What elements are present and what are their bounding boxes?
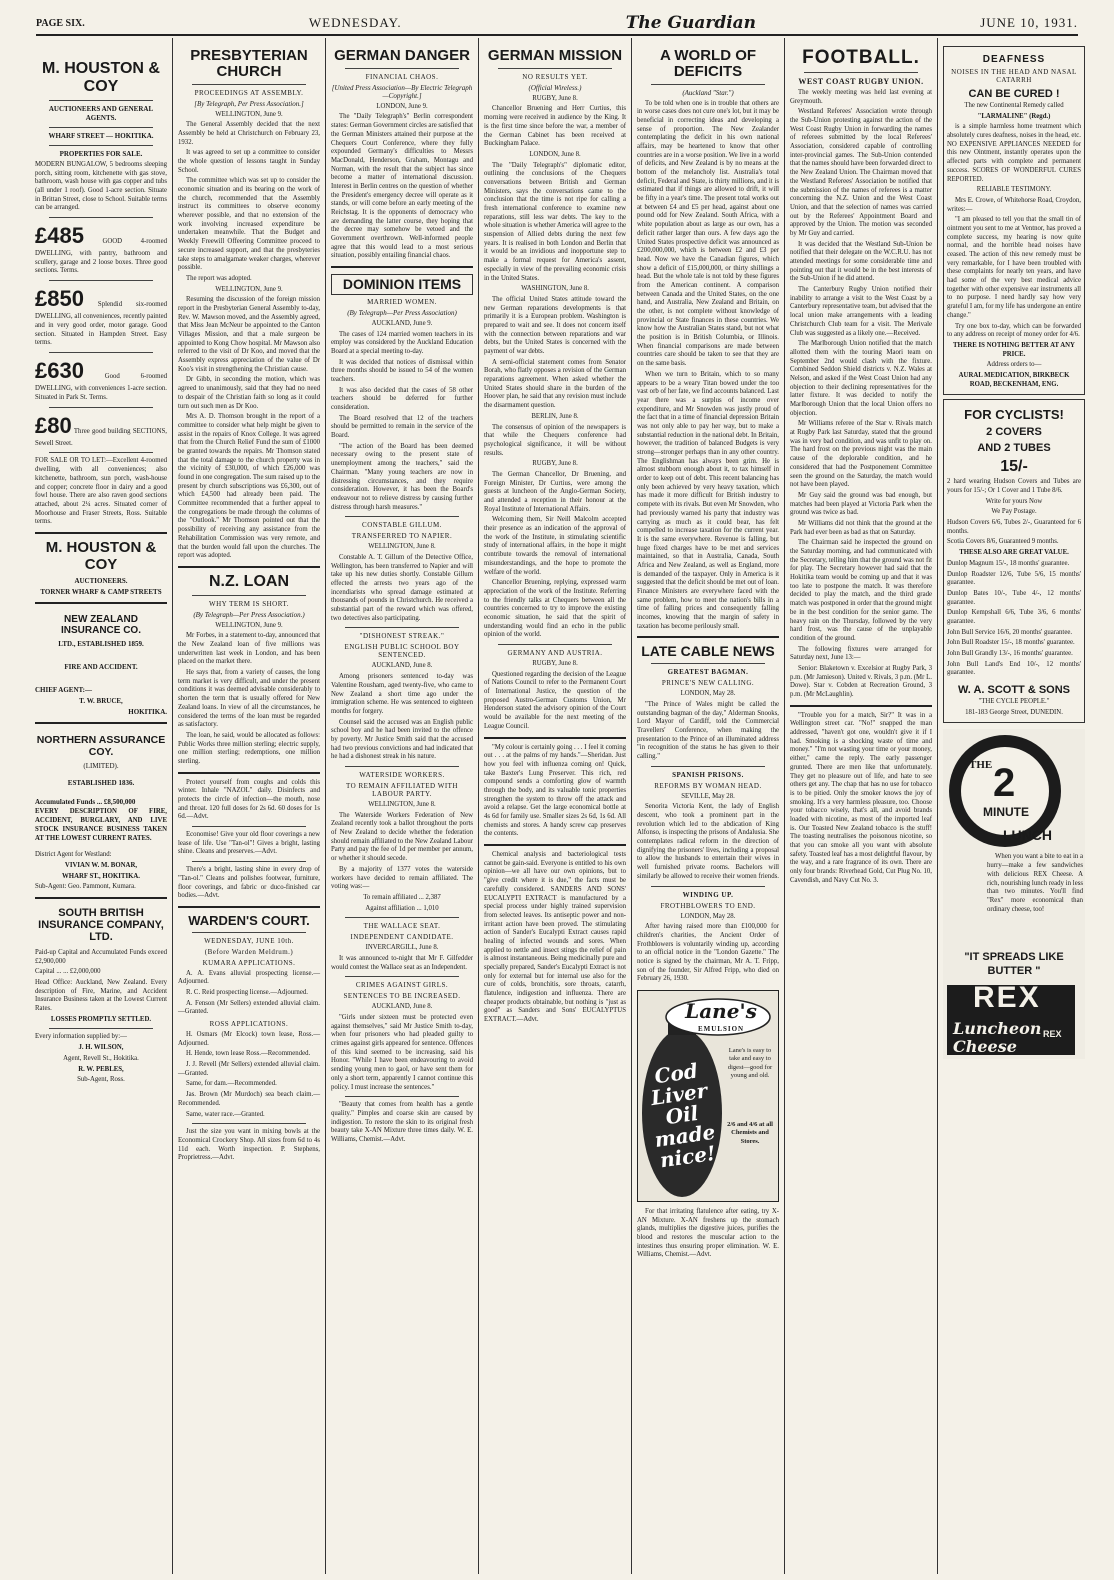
german-mission-headline: GERMAN MISSION (487, 47, 623, 64)
wallace-subhead: INDEPENDENT CANDIDATE. (350, 933, 454, 942)
presbyterian-para-5: Resuming the discussion of the foreign mission report in the Presbyterian General Assembly to-day, Rev. W. Mawson moved, and the Assembly agreed, that Miss Jean McNeur be appointed to the Canton Villages Mission, and that a male surgeon be appointed to Kong Chow hospital. Mr Mawson also referred to the visit of Dr Koo, and moved that the Assembly express appreciation of the value of Dr Koo's visit in strengthening the Christian cause. (178, 296, 320, 373)
houston-tagline: AUCTIONEERS AND GENERAL AGENTS. (48, 105, 154, 122)
cyclists-advert (943, 399, 1085, 723)
houston-streets: TORNER WHARF & CAMP STREETS (40, 587, 162, 596)
cyclists-list-item: John Bull Grandly 13/-, 16 months' guarantee. (947, 650, 1073, 657)
presbyterian-para-1: The General Assembly decided that the next Assembly be held at Christchurch on February 23, 1932. (178, 121, 320, 146)
nz-loan-byline: (By Telegraph—Per Press Association.) (193, 610, 305, 619)
football-para-10: The following fixtures were arranged for Saturday next, June 13:— (790, 645, 932, 662)
masthead-title: The Guardian (625, 13, 757, 33)
mission-dateline-5: RUGBY, June 8. (532, 460, 578, 468)
wardens-before: (Before Warden Meldrum.) (204, 947, 294, 956)
deafness-subtitle: NOISES IN THE HEAD AND NASAL CATARRH (951, 68, 1077, 84)
rule (178, 906, 320, 908)
dominion-para-4: The Board resolved that 12 of the teachers should be permitted to remain in the service of the Board. (331, 414, 473, 440)
rule (651, 886, 765, 887)
deafness-name: "LARMALINE" (Regd.) (977, 112, 1051, 120)
ross-heading: ROSS APPLICATIONS. (209, 1020, 289, 1028)
mission-dateline-3: WASHINGTON, June 8. (521, 285, 589, 293)
rule (49, 217, 153, 218)
rule (192, 932, 306, 933)
waterside-vote-1: To remain affiliated ... 2,387 (363, 893, 441, 901)
masthead-day: WEDNESDAY. (308, 15, 402, 30)
northern-funds: Accumulated Funds ... £8,500,000 (35, 797, 136, 806)
crockery-advert: Just the size you want in mixing bowls at the Economical Crockery Shop. All sizes from 6d to 4s 11d each. Worth inspection. P. Stephens, Proprietress.—Advt. (178, 1128, 320, 1162)
deafness-title: DEAFNESS (982, 54, 1046, 65)
northern-limited: (LIMITED). (83, 761, 119, 770)
sbi-info: Every information supplied by:— (35, 1033, 127, 1041)
listing-850-text: Splendid six-roomed DWELLING, all conveniences, recently painted and in very good order, motor garage. Good section. Situated in Hampden Street. Easy terms. (35, 301, 168, 347)
rule (345, 976, 459, 977)
ross-item: Same, water race.—Granted. (186, 1110, 265, 1118)
ross-item: H. Osmars (Mr Elcock) town lease, Ross.—Adjourned. (178, 1031, 320, 1047)
column-2 (173, 38, 326, 1574)
rule (49, 407, 153, 408)
price-850: £850 (35, 286, 84, 312)
nz-loan-para-3: The loan, he said, would be allocated as follows: Public Works three million sterling; electric supply, one million sterling; redemptions, one million sterling. (178, 731, 320, 765)
rule (345, 1096, 459, 1097)
listing-850 (35, 285, 167, 348)
sbi-agent-4: Sub-Agent, Ross. (77, 1076, 125, 1084)
cyclists-write: Write for yours Now (985, 497, 1043, 505)
dominion-para-3: It was also decided that the cases of 58 other teachers should be deferred for further consideration. (331, 386, 473, 411)
school-para-2: Counsel said the accused was an English public school boy and he had been invited to the offence by poverty. Mr Justice Smith said that the accused had two previous convictions and had indicated that he had a dishonest streak in his nature. (331, 718, 473, 761)
mission-para-5: The consensus of opinion of the newspapers is that while the Chequers conference had psychological significance, it will be without results. (484, 423, 626, 457)
northern-address: WHARF ST., HOKITIKA. (62, 872, 140, 880)
nz-loan-subhead: WHY TERM IS SHORT. (208, 599, 289, 608)
gillum-heading: CONSTABLE GILLUM. (362, 521, 442, 530)
baxter-advert: "My colour is certainly going . . . I feel it coming out . . . at the palms of my hands."—Sheridan. Just how you feel with influenza coming on! Quick, take Baxter's Lung Preserver. This rich, red compound sends a comforting glow of warmth through the body, and its valuable tonic properties strengthen the system to throw off the attack and avoid a relapse. Get the large economical bottle at 4s 6d for family use. Smaller sizes 2s 6d, 1s 6d. All chemists and stores. A handy screw cap preserves the contents. (484, 743, 626, 838)
rule (178, 566, 320, 568)
rex-brand: REX (973, 981, 1041, 1015)
deafness-para-2: Mrs E. Crowe, of Whitehorse Road, Croydon, writes:— (947, 196, 1081, 213)
deficits-byline: (Auckland "Star.") (682, 88, 734, 97)
northern-description: EVERY DESCRIPTION OF FIRE, ACCIDENT, BURGLARY, AND LIVE STOCK INSURANCE BUSINESS TAKEN AT THE LOWEST CURRENT RATES. (35, 808, 167, 842)
lanes-blurb: Lane's is easy to take and easy to digest—good for young and old. (727, 1047, 773, 1080)
prisons-dateline: SEVILLE, May 28. (681, 792, 735, 800)
deficits-para-2: When we turn to Britain, which to so many appears to be a weary Titan bowed under the too vast orb of her fate, we find accounts balanced. Last year there was a surplus of income over expenditure, and Mr Snowden was justly proud of the fact that in a time of financial depression Britain was not only able to pay her way, but to make a substantial reduction in the national debt. In Britain, however, the tradition of balanced Budgets is very strong—stronger perhaps than in any other country. The Englishman has always been grim. He is almost stubborn enough about it, to tax himself in order to keep out of debt. This recent balancing has only been achieved by very heavy taxation, which has made it more difficult for British industry to compete with its rivals. But even Mr Snowden, who had previously warned his party that industry was carrying as much as it could bear, has felt compelled to increase taxation for the current year. It is the same everywhere. Revenue is falling, but huge fixed charges have to be met and services maintained, so that in Australia, Canada, South Africa and New Zealand, as well as England, more is demanded of the taxpayer. Only in America is it suggested that the deficit should be met out of loan. Finance Ministers are everywhere faced with the same problem, how to meet the nation's bills in a time of falling prices and consequently falling incomes, knowing that the margin of safety in taxation has become perilously small. (637, 370, 779, 630)
column-4 (479, 38, 632, 1574)
houston-auctioneers: AUCTIONEERS. (74, 576, 128, 585)
houston-firm: M. HOUSTON & COY (42, 60, 160, 95)
deafness-address-label: Address orders to— (986, 361, 1042, 369)
waterside-subhead: TO REMAIN AFFILIATED WITH LABOUR PARTY. (346, 782, 458, 798)
football-subhead: WEST COAST RUGBY UNION. (798, 76, 924, 86)
cyclists-list-item: Dunlop Kempshall 6/6, Tube 3/6, 6 months' guarantee. (947, 609, 1081, 625)
deafness-reliable: RELIABLE TESTIMONY. (976, 186, 1052, 194)
winding-subhead: FROTHBLOWERS TO END. (660, 901, 756, 910)
dominion-items-headline: DOMINION ITEMS (331, 274, 473, 295)
wallace-heading: THE WALLACE SEAT. (363, 922, 441, 931)
deafness-para-1: is a simple harmless home treatment which absolutely cures deafness, noises in the head, etc. NO EXPENSIVE APPLIANCES NEEDED for this new Ointment, instantly operates upon the affected parts with complete and permanent success. SCORES OF WONDERFUL CURES REPORTED. (947, 123, 1082, 183)
mission-para-8: Chancellor Bruening, replying, expressed warm appreciation of the work of the Institute. Referring to the friendly talks at Chequers between all the countries concerned to try to improve the existing economic situation, he said that the spirit of understanding would find an echo in the public opinion of the world. (484, 579, 626, 639)
sbi-agent-1: J. H. WILSON, (78, 1044, 124, 1052)
deafness-remedy: The new Continental Remedy called (964, 102, 1064, 109)
scott-address: 181-183 George Street, DUNEDIN. (965, 708, 1063, 716)
presbyterian-dateline-1: WELLINGTON, June 9. (215, 110, 283, 118)
rule (35, 897, 167, 899)
presbyterian-para-4: The report was adopted. (186, 274, 252, 282)
price-630: £630 (35, 358, 84, 384)
rule (35, 532, 167, 534)
gillum-dateline: WELLINGTON, June 8. (368, 543, 436, 551)
waterside-vote-2: Against affiliation ... 1,010 (365, 904, 439, 912)
for-sale-listing: FOR SALE OR TO LET:—Excellent 4-roomed dwelling, with all conveniences; also kitchenette, bathroom, sun porch, wash-house and copper; concrete floor in dairy and a good fowl house. There are also raven good sections attached, about 2¼ acres. Situated corner of Moorhouse and Fraser Streets, Ross. Suitable terms. (35, 457, 167, 526)
column-3 (326, 38, 479, 1574)
bagman-dateline: LONDON, May 28. (680, 690, 736, 698)
school-para-1: Among prisoners sentenced to-day was Valentine Rousham, aged twenty-five, who came to New Zealand a short time ago under the immigration scheme. He was sentenced to eighteen months for forgery. (331, 673, 473, 715)
rule (49, 452, 153, 453)
sbi-office: Head Office: Auckland, New Zealand. Every description of Fire, Marine, and Accident Insurance Business taken at the Lowest Current Rates. (35, 979, 167, 1013)
masthead-date: JUNE 10, 1931. (980, 15, 1078, 30)
prisons-para: Senorita Victoria Kent, the lady of English descent, who took a prominent part in the revolution which led to the abdication of King Alfonso, is inspecting the prisons of Andalusia. She contemplates radical reform in the direction of dignifying the prisoners' lives, including a proposal to allow the husbands to entertain their wives in well furnished private rooms. Bachelors will similarly be allowed to receive their women friends. (637, 803, 779, 880)
cyclists-list-item: Dunlop Magnum 15/-, 18 months' guarantee. (947, 559, 1070, 567)
cyclists-price: 15/- (1000, 458, 1028, 476)
presbyterian-para-6: Dr Gibb, in seconding the motion, which was agreed to unanimously, said that they had no need to despair of the Christian faith so long as it could turn out such men as Dr Koo. (178, 376, 320, 410)
football-para-7: Mr Guy said the ground was bad enough, but matches had been played at Victoria Park when the ground was twice as bad. (790, 491, 932, 517)
german-mission-subhead: NO RESULTS YET. (522, 72, 588, 81)
houston-address: WHARF STREET — HOKITIKA. (48, 131, 154, 140)
northern-name: NORTHERN ASSURANCE COY. (36, 733, 166, 758)
presbyterian-dateline-2: WELLINGTON, June 9. (215, 285, 283, 293)
nazol-advert: Protect yourself from coughs and colds this winter. Inhale "NAZOL" daily. Disinfects and protects the circle of infection—the mouth, nose and throat. 120 full doses for 2s 6d. 60 doses for 1s 6d.—Advt. (178, 778, 320, 821)
rule (178, 772, 320, 774)
nz-loan-headline: N.Z. LOAN (209, 572, 289, 590)
listing-630-text: Good 6-roomed DWELLING, with conveniences 1-acre section. Situated in Park St. Terms. (35, 373, 168, 401)
mission-dateline-4: BERLIN, June 8. (531, 412, 579, 420)
rule (345, 516, 459, 517)
nzi-chief-agent: CHIEF AGENT:— (35, 685, 92, 694)
presbyterian-subhead: PROCEEDINGS AT ASSEMBLY. (194, 88, 304, 97)
mission-para-2: The "Daily Telegraph's" diplomatic editor, outlining the conclusions of the Chequers conversations between British and German Ministers, says the conversations came to the conclusion that the time is not ripe for calling a fresh international conference to examine new reparations, still less war debts. The key to the whole situation is whether America will agree to the suspension of Allied debts during the next few years. It is realised in both London and Berlin that it would be an invidious and inopportune step to make a formal request for America's assent, especially in view of the prevailing economic crisis in the United States. (484, 161, 626, 282)
deafness-cure: CAN BE CURED ! (968, 88, 1060, 100)
deafness-nothing-better: THERE IS NOTHING BETTER AT ANY PRICE. (953, 341, 1075, 358)
nzi-established: LTD., ESTABLISHED 1859. (58, 639, 144, 648)
cyclists-hudson: Hudson Covers 6/6, Tubes 2/-, Guaranteed for 6 months. (947, 519, 1081, 535)
sanders-advert: Chemical analysis and bacteriological tests cannot be gain-said. Everyone is entitled to his own opinion—we all have our own opinions, but to "give credit where it is due," the facts must be carefully considered. SANDERS AND SONS' EUCALYPTI EXTRACT is manufactured by a special process under highly trained supervision from selected leaves. Its antiseptic power and non-irritant action have been proved. The stimulating action of Sander's Eucalypti Extract causes rapid healing of infected wounds and sores. When applied to nettle and insect stings the relief of pain is almost instantaneous. Being medicinally pure and specially prepared, Sander's Eucalypti Extract is not only for external but for internal use also for the cure of colds, bronchitis, sore throats, catarrh, flatulence, indigestion and influenza. There are cheaper products obtainable, but nothing is "just as good" as Sanders and Sons' EUCALYPTUS EXTRACT.—Advt. (484, 851, 626, 1024)
winding-para: After having raised more than £100,000 for children's charities, the Ancient Order of Frothblowers is voluntarily winding up, according to an official notice in the "London Gazette." The notice is signed by the chairman, Mr A. T. Fripp, son of the founder, Sir Alfred Fripp, who died on February 26, 1930. (637, 923, 779, 983)
sbi-name: SOUTH BRITISH INSURANCE COMPANY, LTD. (38, 906, 164, 943)
sbi-capital: Capital ... ... £2,000,000 (35, 968, 101, 976)
deficits-headline: A WORLD OF DEFICITS (659, 47, 757, 80)
rule (498, 68, 612, 69)
kumara-heading: KUMARA APPLICATIONS. (202, 958, 296, 967)
nz-loan-para-1: Mr Forbes, in a statement to-day, announced that the New Zealand loan of five millions was underwritten last week in London, and has been placed on the market there. (178, 632, 320, 666)
football-para-1: The weekly meeting was held last evening at Greymouth. (790, 88, 932, 105)
cyclists-list-item: John Bull Roadster 15/-, 18 months' guarantee. (947, 639, 1075, 647)
rule (790, 705, 932, 707)
rule (651, 766, 765, 767)
crimes-dateline: AUCKLAND, June 8. (371, 1003, 433, 1011)
germany-austria-dateline: RUGBY, June 8. (532, 660, 578, 667)
wallace-dateline: INVERCARGILL, June 8. (365, 944, 439, 952)
german-danger-para: The "Daily Telegraph's" Berlin correspondent states: German Government circles are satisfied that the German Ministers attained their purpose at the Chequers Court Conference, where they fully expounded Germany's difficulties to Messrs MacDonald, Henderson, Graham, Montagu and Norman, with the result that the subject has since become a matter of international discussion. Interest in Berlin centres on the question of whether the President's emergency decree will operate as it stands, or will come before an early meeting of the Reichstag. It is the opponents of democracy who are demanding the latter course, they hoping that the decree may somehow be vetoed and the Government overthrown. Well-informed people agree that this would lead to a most serious situation, possibly entailing financial chaos. (331, 113, 473, 260)
waterside-heading: WATERSIDE WORKERS. (359, 771, 445, 779)
rex-the: THE (969, 759, 993, 772)
column-1 (30, 38, 173, 1574)
health-advert: "Beauty that comes from health has a gentle quality." Pimples and coarse skin are caused by indigestion. To restore the skin to its original fresh beauty take X-AN Mixture three times daily. W. E. Williams, Chemist.—Advt. (331, 1101, 473, 1143)
rule (35, 722, 167, 724)
lanes-cod-liver-oil: Cod Liver Oil made nice! (649, 1058, 718, 1173)
mission-para-6: The German Chancellor, Dr Bruening, and Foreign Minister, Dr Curtius, were among the guests at luncheon of the Anglo-German Society, and attended a reception in their honour at the Royal Institute of International Affairs. (484, 470, 626, 513)
mission-para-1: Chancellor Bruening and Herr Curtius, this morning were received in audience by the King. It is the first time since before the war, a member of the German Cabinet has been received at Buckingham Palace. (484, 105, 626, 148)
rule (331, 266, 473, 268)
wallace-para: It was announced to-night that Mr F. Gilfedder would contest the Wallace seat as an Independent. (331, 954, 473, 971)
rule (484, 844, 626, 846)
mission-para-7: Welcoming them, Sir Neill Malcolm accepted their presence as an indication of the approval of the work of the Institute, in stimulating scientific study of international affairs, in the hope it might contribute towards the removal of international misunderstandings, and the hope to promote the welfare of the world. (484, 516, 626, 576)
deficits-para-1: To be told when one is in trouble that others are in worse cases does not cure one's lot, but it may be beneficial in correcting ideas and developing a sense of proportion. The New Zealander contemplating the deficit in his own national affairs, may be heartened to know that other countries are in a worse position. We live in a world of deficits, and New Zealand is by no means at the bottom of the melancholy list. Australia's total deficit, Federal and State, is thirty millions, and it is estimated that if things are allowed to drift, it will be fifty in a year's time. The present total works out at between £4 and £5 per head, against about one pound odd for New Zealand. South Africa, with a white population about as large as our own, has a deficit rather larger than ours. A few days ago the United States prospective deficit was announced as £200,000,000, which is between £2 and £3 per head. Now we have the Canadian figures, which show a deficit of £15,000,000, or thirty shillings a head. But the whole tale is not told by these figures from the American continent. A comparison between Canada and the United States, on the one hand, and Australia, New Zealand and Britain, on the other, is not complete without knowledge of provincial or State finances in these countries. We know how the Australian States stand, but not what the position is in British Columbia, or Illinois. When financial comparisons are made between countries care should be taken to see that they are on the same basis. (637, 99, 779, 368)
mission-dateline-2: LONDON, June 8. (529, 150, 581, 158)
dominion-para-2: It was decided that notices of dismissal within three months should be issued to 54 of the women teachers. (331, 358, 473, 383)
price-80: £80 (35, 412, 72, 438)
presbyterian-para-7: Mrs A. D. Thomson brought in the report of a committee to consider what help might be given to assist in the repairs of Knox College. It was agreed that from the Church Relief Fund the sum of £1000 be granted towards the repairs. Mr Thomson stated that the total damage to the church property was in the vicinity of £30,000, of which £26,000 was found in one congregation. The sum raised up to the present by church subscriptions was £6,300, out of which £4,500 had already been paid. The Committee recommended that a further appeal to the congregations be made through the columns of the "Outlook." Mr Thomson pointed out that the possibility of receiving any assistance from the Rehabilitation Commission was very remote, and that the burden would fall upon the churches. The report was adopted. (178, 413, 320, 560)
sbi-agent-3: R. W. PEBLES, (78, 1065, 124, 1073)
presbyterian-para-2: It was agreed to set up a committee to consider the whole question of lessons taught in Sunday School. (178, 149, 320, 174)
bagman-heading: GREATEST BAGMAN. (667, 668, 749, 677)
nz-loan-para-2: He says that, from a variety of causes, the long term market is very difficult, and under the present conditions it was deemed advisable considerably to shorten the term that is usually offered for New Zealand loans. In view of all the circumstances, he considered the terms of the loan must be regarded as satisfactory. (178, 669, 320, 729)
football-para-4: The Canterbury Rugby Union notified their inability to arrange a visit to the West Coast by a Canterbury representative team, but advised that the local union make arrangements with a leading Christchurch Club team for a visit. The Merivale Club was suggested as a likely one.—Received. (790, 286, 932, 337)
crimes-para: "Girls under sixteen must be protected even against themselves," said Mr Justice Smith to-day, when four prisoners who had pleaded guilty to crimes against girls appeared for sentence. Offences of this kind seemed to be increasing, said his Honor. "While I have been endeavouring to avoid sending young men to gaol, or have sent them for only a short term, apparently I cannot continue this policy. I must increase the sentences." (331, 1014, 473, 1091)
rule (192, 826, 306, 827)
rule (345, 917, 459, 918)
dominion-para-1: The cases of 124 married women teachers in its employ was considered by the Auckland Education Board at a special meeting to-day. (331, 330, 473, 355)
german-mission-byline: (Official Wireless.) (528, 83, 582, 92)
waterside-para-2: By a majority of 1377 votes the waterside workers have decided to remain affiliated. The voting was:— (331, 865, 473, 891)
rex-luncheon: Luncheon (953, 1019, 1042, 1039)
scott-name: W. A. SCOTT & SONS (957, 684, 1071, 697)
tanol-advert-1: Economise! Give your old floor coverings a new lease of life. Use "Tan-ol"! Gives a bright, lasting shine. Cleans and preserves.—Advt. (178, 831, 320, 856)
german-danger-headline: GERMAN DANGER (334, 47, 470, 64)
german-danger-subhead: FINANCIAL CHAOS. (365, 72, 439, 81)
listing-80 (35, 412, 167, 449)
football-para-8: Mr Williams did not think that the ground at the Park had ever been as bad as that on Saturday. (790, 519, 932, 536)
deafness-para-3: "I am pleased to tell you that the small tin of ointment you sent to me at Ventnor, has proved a complete success, my hearing is now quite normal, and the horrible head noises have ceased. The action of this new remedy must be very remarkable, for I have been troubled with these complaints for nearly ten years, and have had some of the very best medical advice together with other expensive ear instruments all to no purpose. I need hardly say how very grateful I am, for my life has undergone an entire change." (947, 216, 1081, 319)
presbyterian-headline: PRESBYTERIAN CHURCH (190, 47, 308, 80)
rule (484, 737, 626, 739)
deafness-advert (943, 46, 1085, 395)
football-headline: FOOTBALL. (802, 47, 920, 68)
mission-para-4: A semi-official statement comes from Senator Borah, who flatly opposes a revision of the German reparations agreement. When asked whether the United States should share in the burden of the Hoover plan, he said that any revision must include the disarmament question. (484, 358, 626, 410)
cyclists-detail: 2 hard wearing Hudson Covers and Tubes are yours for 15/-; Or 1 Cover and 1 Tube 8/6. (947, 478, 1081, 494)
gillum-subhead: TRANSFERRED TO NAPIER. (351, 532, 453, 541)
rule (637, 636, 779, 638)
rule (804, 72, 918, 73)
rex-spreads: "IT SPREADS LIKE BUTTER " (964, 951, 1064, 977)
rule (49, 352, 153, 353)
northern-district: District Agent for Westland: (35, 851, 112, 859)
rule (651, 663, 765, 664)
northern-agent: VIVIAN W. M. BONAR, (64, 861, 138, 869)
rule (192, 1123, 306, 1124)
rex-minute: MINUTE (983, 805, 1029, 820)
winding-dateline: LONDON, May 28. (680, 912, 736, 920)
deafness-address: AURAL MEDICATION, BIRKBECK ROAD, BECKENHAM, ENG. (958, 371, 1070, 388)
rule (49, 127, 153, 128)
cyclists-tubes: AND 2 TUBES (977, 442, 1051, 455)
cyclists-list-item: Dunlop Bates 10/-, Tube 4/-, 12 months' guarantee. (947, 589, 1081, 606)
ross-item: H. Hende, town lease Ross.—Recommended. (186, 1050, 311, 1058)
northern-established: ESTABLISHED 1836. (67, 778, 135, 787)
page-number: PAGE SIX. (36, 17, 85, 29)
prisons-heading: SPANISH PRISONS. (672, 770, 744, 779)
rex-cheese: Cheese (953, 1037, 1017, 1057)
nzi-name: NEW ZEALAND INSURANCE CO. (60, 613, 141, 636)
cyclists-scotia: Scotia Covers 8/6, Guaranteed 9 months. (947, 538, 1059, 546)
column-6 (785, 38, 938, 1574)
northern-sub-agent: Sub-Agent: Geo. Pammont, Kumara. (35, 883, 136, 891)
rule (49, 100, 153, 101)
gillum-para: Constable A. T. Gillum of the Detective Office, Wellington, has been transferred to Napier and will take up his new duties shortly. Constable Gillum effected the arrests two years ago of the incendiarists who spread damage estimated at thousands of pounds in Christchurch. He received a substantial part of the reward which was offered, two detectives also participating. (331, 553, 473, 622)
nzi-town: HOKITIKA. (128, 707, 167, 716)
deafness-para-4: Try one box to-day, which can be forwarded to any address on receipt of money order for 4/6. (947, 322, 1081, 339)
lanes-emulsion-advert (637, 990, 779, 1202)
rule (192, 861, 306, 862)
rule (192, 84, 306, 85)
wardens-date: WEDNESDAY, JUNE 10th. (204, 936, 294, 945)
dominion-byline: (By Telegraph—Per Press Association) (347, 308, 457, 317)
germany-austria-para: Questioned regarding the decision of the League of Nations Council to refer to the Permanent Court of International Justice, the question of the proposed Austro-German Customs Union, Mr Henderson stated the advisory opinion of the Court would be available for the next meeting of the League Council. (484, 670, 626, 730)
rule (345, 68, 459, 69)
cyclists-covers: 2 COVERS (986, 426, 1042, 439)
lanes-emulsion: EMULSION (698, 1025, 745, 1033)
german-danger-dateline: LONDON, June 9. (376, 102, 428, 110)
presbyterian-byline: [By Telegraph, Per Press Association.] (194, 99, 304, 108)
rule (35, 602, 167, 604)
rex-cheese-advert (943, 729, 1085, 1059)
football-para-3: It was decided that the Westland Sub-Union be notified that their delegate on the W.C.R.U. has not attended meetings for some considerable time and pointing out that it would be in the best interests of the Sub-Union if he did attend. (790, 240, 932, 283)
nzi-fire: FIRE AND ACCIDENT. (64, 662, 138, 671)
football-para-11: Senior: Blaketown v. Excelsior at Rugby Park, 3 p.m. (Mr Jamieson). United v. Rivals, 3 p.m. (Mr L. Dowe). Star v. Cobden at Recreation Ground, 3 p.m. (Mr McLaughlin). (790, 664, 932, 698)
listing-80-text: Three good building SECTIONS, Sewell Street. (35, 427, 168, 447)
tanol-advert-2: There's a bright, lasting shine in every drop of "Tan-ol." Cleans and polishes footwear, furniture, floor coverings, and fabric or duco-finished car bodies.—Advt. (178, 866, 320, 900)
tobacco-advert: "Trouble you for a match, Sir?" It was in a Wellington street car. "No!" snapped the man addressed, "haven't got one, wouldn't give it if I had. Smoking is a shocking waste of time and money." "I'm not wasting your time or your money, either," came the reply. The early passenger grunted. There are men like that unfortunately. They get no pleasure out of life, and hate to see others get any. The chap that has no use for tobacco is to be pitied. Only the smoker knows the joy of smoking. It's a very harmless pleasure, too. Choose your tobacco wisely, that's all, and avoid brands loaded with nicotine, as most of the imported leaf is. Our Toasted New Zealand tobacco is the stuff! The toasting neutralises the poisonous nicotine, so that you can smoke all you want with absolute safety. Toasted leaf has a most delightful flavour, by the way, and a rare fragrance of its own. There are only four brands: Riverhead Gold, Cut Plug No. 10, Cavendish, and Navy Cut No. 3. (790, 711, 932, 884)
nzi-agent-name: T. W. BRUCE, (79, 696, 123, 705)
rule (49, 145, 153, 146)
crimes-subhead: SENTENCES TO BE INCREASED. (343, 992, 461, 1001)
mission-para-3: The official United States attitude toward the new German reparations developments is that primarily it is a European problem. Washington is prepared to wait and see. It does not concern itself with the connection between reparations and war debts, but the United States is concerned with the payment of war debts. (484, 295, 626, 355)
school-subhead: ENGLISH PUBLIC SCHOOL BOY SENTENCED. (344, 643, 460, 660)
listing-630 (35, 357, 167, 403)
columns (30, 38, 1090, 1574)
football-para-2: Westland Referees' Association wrote through the Sub-Union protesting against the action of the West Coast Rugby Union in forwarding the names of referees submitted by the local Referees' Association, considered capable of controlling inter-provincial games. The Sub-Union contended that the names should have been forwarded direct to the New Zealand Union. The Chairman moved that the Westland Referees' Association be notified that the submission of the names of referees is a matter concerning the N.Z. Union and the West Coast Union, and that the selection of names was carried out by the Referees' Appointment Board and approved by the Union. The motion was seconded by Mr Guy and carried. (790, 108, 932, 237)
properties-heading: PROPERTIES FOR SALE. (59, 149, 143, 158)
late-cable-headline: LATE CABLE NEWS (641, 643, 775, 660)
sbi-losses: LOSSES PROMPTLY SETTLED. (50, 1015, 152, 1023)
school-dateline: AUCKLAND, June 8. (371, 662, 433, 670)
sbi-capital-funds: Paid-up Capital and Accumulated Funds exceed £2,900,000 (35, 948, 167, 965)
column-7 (938, 38, 1090, 1574)
germany-austria-heading: GERMANY AND AUSTRIA. (507, 649, 603, 657)
rule (49, 1028, 153, 1029)
rex-copy: When you want a bite to eat in a hurry—make a few sandwiches with delicious REX Cheese. A rich, nourishing lunch ready in less than two minutes. You'll find "Rex" more economical than ordinary cheese, too! (987, 853, 1083, 913)
dominion-para-5: "The action of the Board has been deemed necessary owing to the present state of unemployment among the teachers," said the Chairman. "Many young teachers are now in distressing circumstances, and they require consideration. However, it has been the Board's endeavour not to relieve distress by causing further distress through harsh measures." (331, 442, 473, 511)
ross-item: J. J. Revell (Mr Sellers) extended alluvial claim.—Granted. (178, 1061, 320, 1077)
football-para-6: Mr Williams referee of the Star v. Rivals match at Rugby Park last Saturday, stated that the ground was in very bad condition, and was unfit to play on. The hard frost on the previous night was the main cause of the deplorable condition, and he considered that had the Postponement Committee seen the ground on the Saturday, the match would not have been played. (790, 420, 932, 489)
football-para-9: The Chairman said he inspected the ground on the Saturday morning, and had communicated with the Secretary, telling him that the ground was not fit for play. The Secretary however had said that the Hokitika team would be coming up and that it was too late to postpone the match. It was therefore decided to play the match, and the third grade match was postponed in order that the ground might be in the best condition for the senior game. The heavy rain on the Thursday, followed by the very hard frost, was the cause of the unplayable condition of the ground. (790, 539, 932, 642)
kumara-item: A. A. Evans alluvial prospecting license.—Adjourned. (178, 969, 320, 986)
sbi-agent-2: Agent, Revell St., Hokitika. (63, 1054, 139, 1062)
rule (651, 84, 765, 85)
waterside-para-1: The Waterside Workers Federation of New Zealand recently took a ballot throughout the ports of New Zealand to decide whether the federation should remain affiliated to the New Zealand Labour Party and pay the fee of 1d per member per annum, or whether it should secede. (331, 811, 473, 863)
scott-subtitle: "THE CYCLE PEOPLE." (978, 698, 1050, 706)
ross-item: Jas. Brown (Mr Murdoch) sea beach claim.—Recommended. (178, 1091, 320, 1107)
wardens-headline: WARDEN'S COURT. (188, 912, 310, 928)
houston-firm-2: M. HOUSTON & COY (45, 538, 157, 573)
column-5 (632, 38, 785, 1574)
cyclists-title: FOR CYCLISTS! (964, 407, 1064, 423)
cyclists-also: THESE ALSO ARE GREAT VALUE. (959, 549, 1069, 557)
bagman-subhead: PRINCE'S NEW CALLING. (661, 679, 755, 688)
rule (345, 766, 459, 767)
rule (49, 280, 153, 281)
listing-485 (35, 222, 167, 276)
german-danger-byline: [United Press Association—By Electric Telegraph—Copyright.] (331, 83, 473, 100)
waterside-dateline: WELLINGTON, June 8. (368, 801, 436, 808)
kumara-item: A. Fenson (Mr Sellers) extended alluvial claim.—Granted. (178, 999, 320, 1016)
rex-small-logo: REX (1043, 1029, 1062, 1040)
prisons-subhead: REFORMS BY WOMAN HEAD. (654, 781, 762, 790)
rule (345, 627, 459, 628)
streak-heading: "DISHONEST STREAK." (359, 632, 445, 641)
lanes-price: 2/6 and 4/6 at all Chemists and Stores. (727, 1121, 773, 1145)
bungalow-listing: MODERN BUNGALOW, 5 bedrooms sleeping porch, sitting room, kitchenette with gas stove, bathroom, wash house with gas copper and tubs (all under 1 roof). Good 1-acre section. Situate in Brittan Street, close to School. Suitable terms can be arranged. (35, 160, 167, 212)
rex-two: 2 (993, 761, 1016, 806)
price-485: £485 (35, 222, 84, 248)
listing-485-text: GOOD 4-roomed DWELLING, with pantry, bathroom and scullery, garage and 2 loose boxes. Three good sections. Terms. (35, 237, 167, 275)
football-para-5: The Marlborough Union notified that the match allotted them with the touring Maori team on September 2nd would clash with the fixture. Combined Seddon Shield districts v. N.Z. Wales at Nelson, and asked if the West Coast Union had any objection to their declining representatives for the latter fixture. It was decided to notify the Marlborough Union that the local Union offers no objection. (790, 340, 932, 417)
bagman-para: "The Prince of Wales might be called the outstanding bagman of the day," Alderman Snooks, Lord Mayor of Cardiff, told the Commercial Travellers' Conference, when making the presentation to the Prince of an illuminated address "in recognition of the status he has given to their calling." (637, 700, 779, 760)
presbyterian-para-3: The committee which was set up to consider the economic situation and its bearing on the work of the church, recommended that the Assembly instruct its committees to observe economy wherever possible, and that no extension of the work involving increased expenditure be undertaken meanwhile. That the Budget and Weekly Freewill Offeering Committee proceed to secure increased support, and that the presbyteries take steps to amalgamate weaker charges, wherever possible. (178, 177, 320, 272)
masthead (36, 12, 1078, 36)
cyclists-list-item: John Bull Land's End 10/-, 12 months' guarantee. (947, 660, 1081, 677)
dominion-dateline: AUCKLAND, June 9. (371, 319, 433, 327)
rex-lunch: LUNCH (1003, 827, 1052, 844)
lanes-brand: Lane's (685, 999, 757, 1023)
nz-loan-dateline: WELLINGTON, June 9. (215, 621, 283, 629)
crimes-heading: CRIMES AGAINST GIRLS. (355, 981, 449, 990)
mission-dateline-1: RUGBY, June 8. (532, 94, 578, 102)
dominion-subhead: MARRIED WOMEN. (367, 297, 437, 306)
winding-heading: WINDING UP. (682, 890, 734, 899)
cyclists-postage: We Pay Postage. (991, 508, 1037, 516)
rule (192, 595, 306, 596)
cyclists-list-item: John Bull Service 16/6, 20 months' guarantee. (947, 628, 1073, 636)
rule (498, 644, 612, 645)
kumara-item: R. C. Reid prospecting license.—Adjourned. (186, 988, 308, 996)
cyclists-list-item: Dunlop Roadster 12/6, Tube 5/6, 15 months' guarantee. (947, 570, 1081, 587)
ross-item: Same, for dam.—Recommended. (186, 1080, 277, 1088)
xan-advert: For that irritating flatulence after eating, try X-AN Mixture. X-AN freshens up the stomach glands, multiplies the digestive juices, purifies the blood and restores the muscular action to the intestines thus ensuring proper elimination. W. E. Williams, Chemist.—Advt. (637, 1208, 779, 1259)
